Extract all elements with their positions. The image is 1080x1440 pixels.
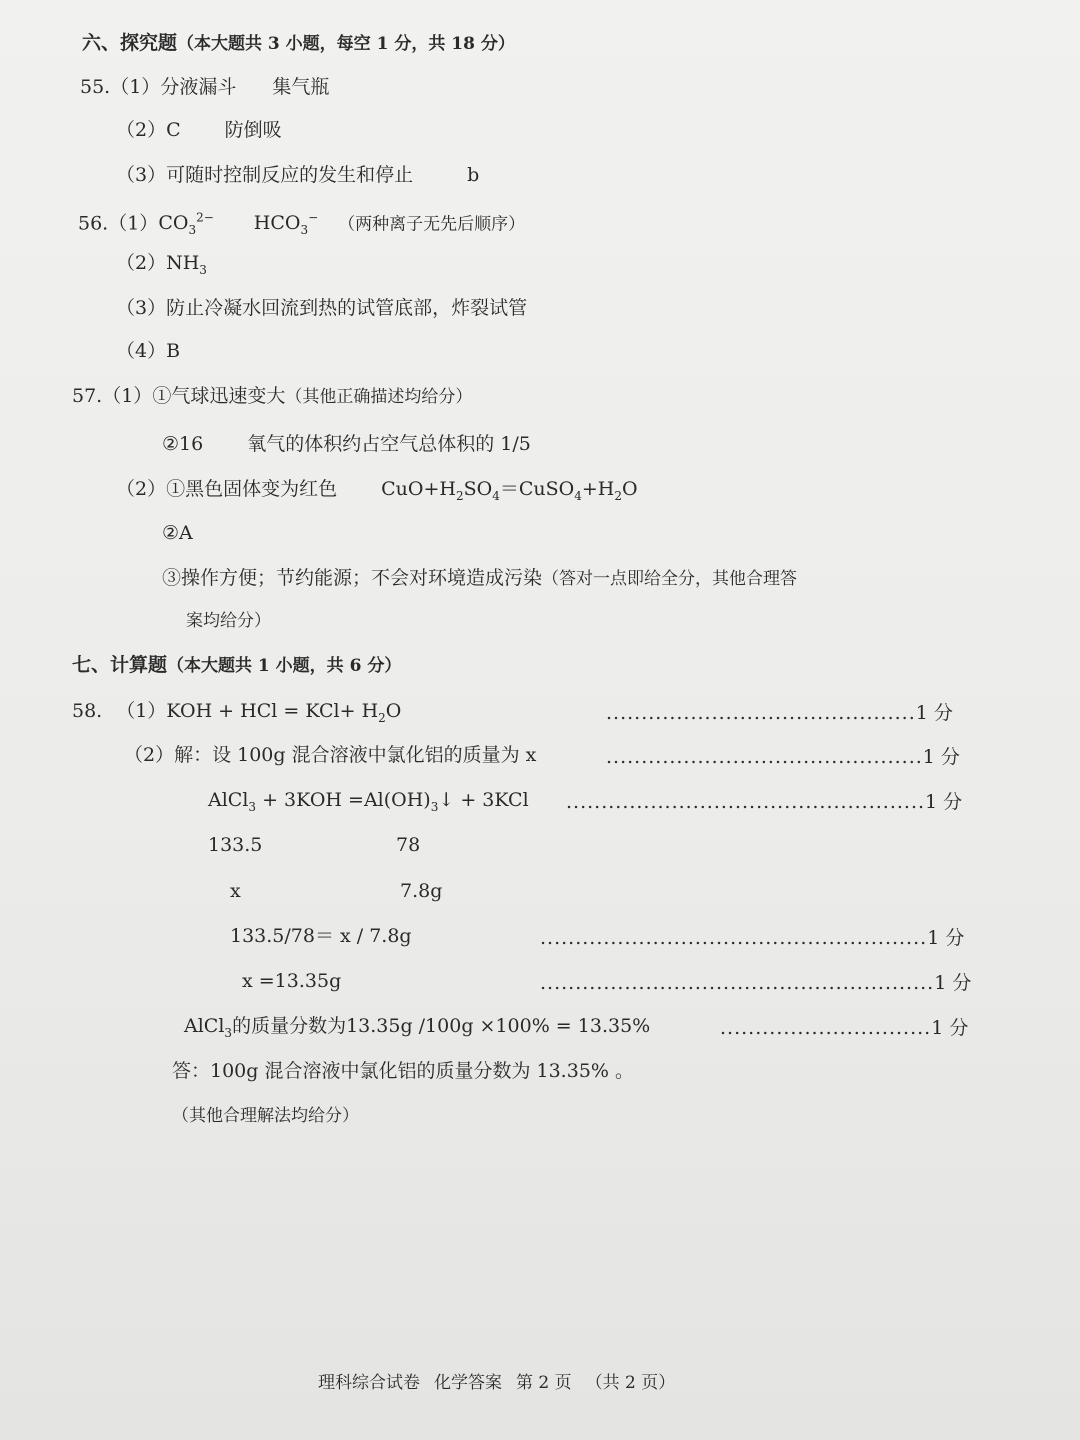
q57-p1-2-answer-a: ②16: [162, 433, 204, 455]
section-7-note: （本大题共 1 小题，共 6 分）: [167, 656, 402, 676]
score-row-6: ..............................1 分: [720, 1017, 969, 1039]
score-point: 1 分: [927, 927, 965, 949]
q58-part1: [72, 698, 401, 731]
q57-p2-3-note: （答对一点即给全分，其他合理答: [542, 569, 798, 589]
bicarbonate-ion: $HCO_3^-$: [253, 211, 319, 238]
q58-equation: AlCl$_3$ + $3KOH =Al(OH)_3↓ + 3KCl$: [208, 789, 529, 814]
q57-part2-3-note-cont: [186, 608, 271, 634]
score-row-3: ...................................................1 分: [566, 791, 963, 813]
score-row-4: .......................................................1 分: [540, 927, 965, 949]
q56-part2: [116, 250, 207, 283]
q56-part4: [116, 338, 180, 364]
carbonate-ion: $CO_3^{2-}$: [158, 211, 214, 238]
section-6-note: （本大题共 3 小题，每空 1 分，共 18 分）: [177, 34, 515, 54]
score-point: 1 分: [931, 1017, 969, 1039]
q57-p1-1-answer: ①气球迅速变大: [152, 385, 286, 407]
q55-p2-answer-b: 防倒吸: [224, 119, 282, 141]
score-row-2: .............................................1 分: [606, 746, 960, 768]
q58-molar-mass-aicl3: 133.5: [208, 834, 263, 856]
neutralization-equation: KOH + HCl = $KCl+ H_2O$: [166, 700, 402, 725]
q57-part1-2: [162, 431, 531, 457]
footer-exam-name: 理科综合试卷: [318, 1373, 420, 1393]
q55-p1-label: （1）: [110, 76, 161, 98]
q55-p3-answer-a: 可随时控制反应的发生和停止: [166, 164, 414, 186]
footer-page-number: 第 2 页: [516, 1373, 572, 1393]
q56-p1-label: （1）: [108, 212, 159, 235]
q55-p1-answer-a: 分液漏斗: [160, 76, 237, 98]
q56-part1: [78, 205, 525, 243]
q56-ion-note: （两种离子无先后顺序）: [338, 214, 526, 235]
q56-p4-answer: B: [166, 340, 181, 362]
section-7-title: 七、计算题: [72, 654, 168, 676]
q57-p2-1-answer: ①黑色固体变为红色: [166, 478, 338, 500]
q57-p2-label: （2）: [116, 478, 167, 500]
q55-number: 55.: [80, 76, 111, 98]
q58-result: x =13.35g: [242, 970, 342, 992]
q57-part2-1: [116, 476, 638, 509]
q55-part3: [116, 162, 479, 188]
q58-answer: 答：100g 混合溶液中氯化铝的质量分数为 13.35% 。: [172, 1060, 634, 1082]
q56-p4-label: （4）: [116, 340, 167, 362]
footer-total-pages: （共 2 页）: [585, 1373, 676, 1393]
q58-other-methods-note: （其他合理解法均给分）: [172, 1106, 359, 1126]
q57-p2-3-note-continued: 案均给分）: [186, 611, 271, 631]
section-6-heading: [82, 30, 515, 57]
q55-p3-label: （3）: [116, 164, 167, 186]
q58-number: 58.: [72, 700, 103, 722]
q56-part3: [116, 295, 527, 321]
ammonia-formula: $NH_3$: [166, 252, 207, 277]
q55-p1-answer-b: 集气瓶: [272, 76, 330, 98]
score-point: 1 分: [915, 702, 953, 724]
q55-p2-label: （2）: [116, 119, 167, 141]
q57-part2-3: [162, 565, 797, 592]
footer-subject: 化学答案: [434, 1373, 502, 1393]
section-6-title: 六、探究题: [82, 32, 178, 54]
q55-part2: [116, 117, 282, 143]
page-footer: [318, 1368, 689, 1393]
q57-p2-2-answer: ②A: [162, 522, 193, 544]
q57-p1-label: （1）: [102, 385, 153, 407]
q57-part1-1: [72, 383, 472, 410]
copper-oxide-equation: $CuO+H_2SO_4=CuSO_4+H_2O$: [381, 478, 638, 503]
q58-p2-label: （2）: [124, 744, 175, 766]
q57-p1-1-note: （其他正确描述均给分）: [285, 387, 473, 407]
q58-precipitate-mass: 7.8g: [400, 880, 443, 902]
q56-p3-label: （3）: [116, 297, 167, 319]
q58-molar-mass-aloh3: 78: [396, 834, 421, 856]
q57-p2-3-answer: ③操作方便；节约能源；不会对环境造成污染: [162, 567, 543, 589]
score-row-5: ........................................................1 分: [540, 972, 972, 994]
score-point: 1 分: [934, 972, 972, 994]
q58-unknown-x: x: [230, 880, 241, 902]
q58-p2-setup: 解：设 100g 混合溶液中氯化铝的质量为 x: [174, 744, 537, 766]
score-point: 1 分: [925, 791, 963, 813]
q56-number: 56.: [78, 212, 109, 235]
score-point: 1 分: [922, 746, 960, 768]
q57-part2-2: [162, 520, 193, 546]
q57-number: 57.: [72, 385, 103, 407]
q56-p2-label: （2）: [116, 252, 167, 274]
q55-part1: [80, 74, 329, 100]
q57-p1-2-answer-b: 氧气的体积约占空气总体积的 1/5: [247, 433, 531, 455]
q55-p2-answer-a: C: [166, 119, 181, 141]
q58-p1-label: （1）: [116, 700, 167, 722]
score-row-1: ............................................1 分: [606, 702, 953, 724]
section-7-heading: [72, 652, 401, 679]
q56-p3-answer: 防止冷凝水回流到热的试管底部，炸裂试管: [166, 297, 528, 319]
q58-part2: [124, 742, 536, 768]
q58-mass-fraction: AlCl$_3$的质量分数为13.35g /100g ×100% = 13.35%: [184, 1015, 651, 1040]
q58-ratio: 133.5/78＝ x / 7.8g: [230, 925, 412, 947]
q55-p3-answer-b: b: [467, 164, 480, 186]
